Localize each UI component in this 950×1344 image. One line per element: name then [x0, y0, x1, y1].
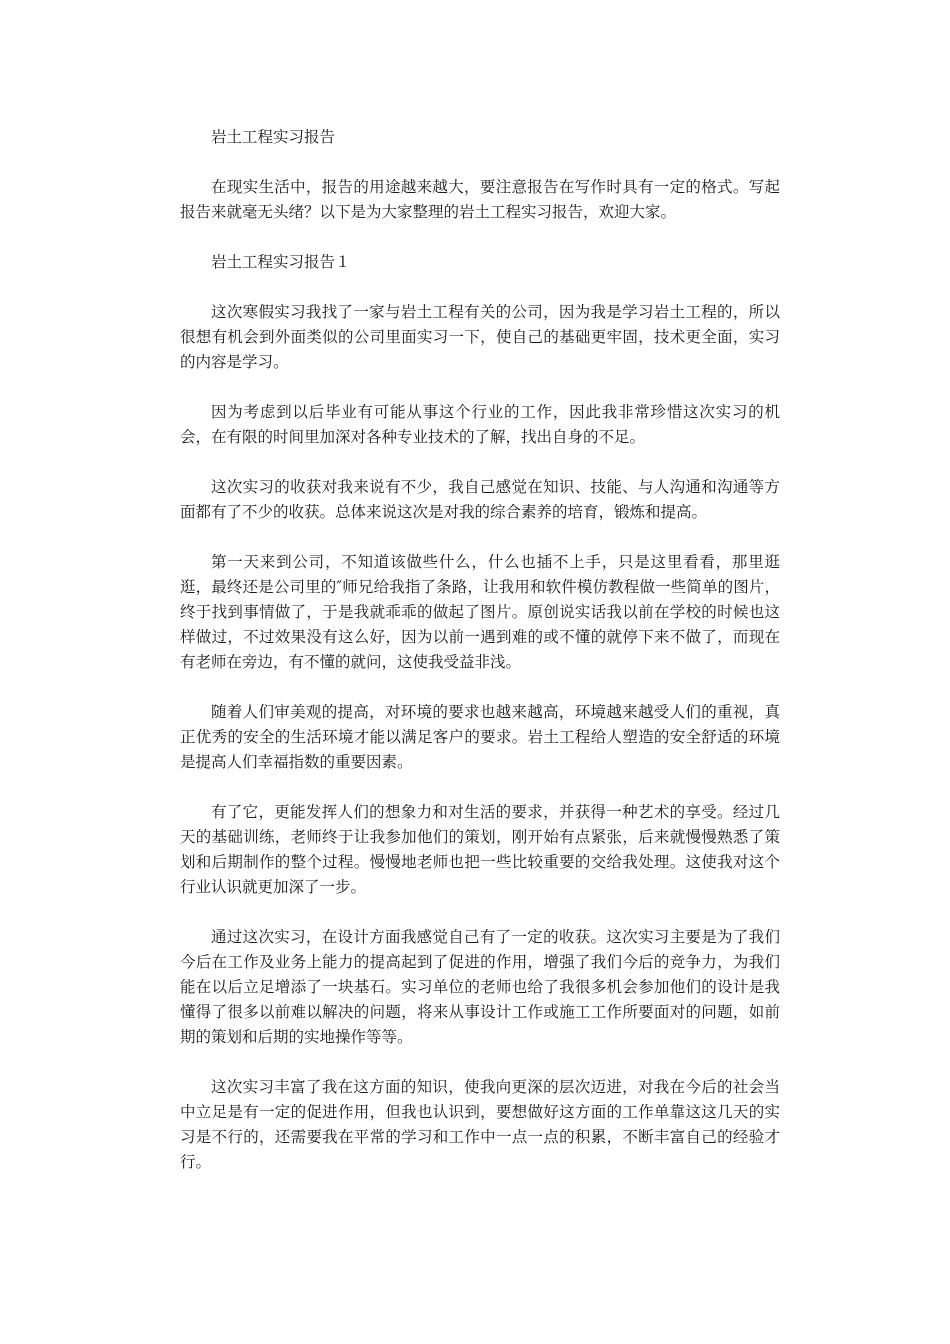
intro-paragraph: 在现实生活中，报告的用途越来越大，要注意报告在写作时具有一定的格式。写起报告来就毫无头绪？以下是为大家整理的岩土工程实习报告，欢迎大家。: [180, 178, 780, 221]
body-paragraph: 这次实习的收获对我来说有不少，我自己感觉在知识、技能、与人沟通和沟通等方面都有了不少的收获。总体来说这次是对我的综合素养的培育，锻炼和提高。: [180, 478, 780, 521]
body-paragraph: 随着人们审美观的提高，对环境的要求也越来越高，环境越来越受人们的重视，真正优秀的安全的生活环境才能以满足客户的要求。岩土工程给人塑造的安全舒适的环境是提高人们幸福指数的重要因素。: [180, 703, 780, 771]
section-title: 岩土工程实习报告１: [211, 253, 351, 271]
document-title: 岩土工程实习报告: [211, 128, 336, 146]
body-paragraph: 第一天来到公司，不知道该做些什么，什么也插不上手，只是这里看看，那里逛逛，最终还是公司里的″师兄给我指了条路，让我用和软件模仿教程做一些简单的图片，终于找到事情做了，于是我就乖乖的做起了图片。原创说实话我以前在学校的时候也这样做过，不过效果没有这么好，因为以前一遇到难的或不懂的就停下来不做了，而现在有老师在旁边，有不懂的就问，这使我受益非浅。: [180, 553, 780, 671]
document-body: [180, 125, 780, 1200]
body-paragraph: 这次实习丰富了我在这方面的知识，使我向更深的层次迈进，对我在今后的社会当中立足是有一定的促进作用，但我也认识到，要想做好这方面的工作单靠这这几天的实习是不行的，还需要我在平常的学习和工作中一点一点的积累，不断丰富自己的经验才行。: [180, 1078, 780, 1171]
body-paragraph: 通过这次实习，在设计方面我感觉自己有了一定的收获。这次实习主要是为了我们今后在工作及业务上能力的提高起到了促进的作用，增强了我们今后的竞争力，为我们能在以后立足增添了一块基石。实习单位的老师也给了我很多机会参加他们的设计是我懂得了很多以前难以解决的问题，将来从事设计工作或施工工作所要面对的问题，如前期的策划和后期的实地操作等等。: [180, 928, 780, 1046]
body-paragraph: 这次寒假实习我找了一家与岩土工程有关的公司，因为我是学习岩土工程的，所以很想有机会到外面类似的公司里面实习一下，使自己的基础更牢固，技术更全面，实习的内容是学习。: [180, 303, 780, 371]
body-paragraph: 有了它，更能发挥人们的想象力和对生活的要求，并获得一种艺术的享受。经过几天的基础训练，老师终于让我参加他们的策划，刚开始有点紧张，后来就慢慢熟悉了策划和后期制作的整个过程。慢慢地老师也把一些比较重要的交给我处理。这使我对这个行业认识就更加深了一步。: [180, 803, 780, 896]
body-paragraph: 因为考虑到以后毕业有可能从事这个行业的工作，因此我非常珍惜这次实习的机会，在有限的时间里加深对各种专业技术的了解，找出自身的不足。: [180, 403, 780, 446]
